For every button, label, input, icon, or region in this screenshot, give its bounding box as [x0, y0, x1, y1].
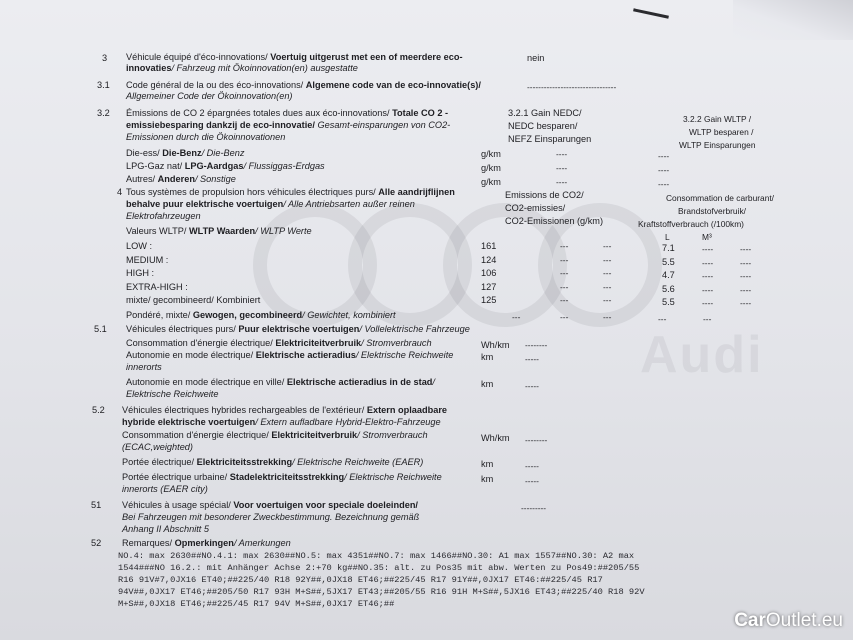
- unit: Wh/km: [481, 340, 510, 350]
- fuel-unit: g/km: [481, 177, 501, 187]
- sec4-line3: Elektrofahrzeugen: [126, 211, 201, 221]
- fuel-value: ----: [556, 177, 568, 187]
- row31-line2: Allgemeiner Code der Ökoinnovation(en): [126, 91, 293, 101]
- wltp-label: MEDIUM :: [126, 255, 169, 265]
- wltp-dash: ---: [560, 268, 569, 278]
- sec52-row: Portée électrique urbaine/ Stadelektriciteitsstrekking/ Elektrische Reichweite: [122, 472, 442, 482]
- wltp-dash: ---: [560, 241, 569, 251]
- value: -----: [525, 381, 539, 391]
- row-number: 5.1: [94, 324, 107, 334]
- wltp-label: mixte/ gecombineerd/ Kombiniert: [126, 295, 261, 305]
- wltp-dash: ----: [740, 271, 752, 281]
- wltp-litres: 5.5: [662, 297, 675, 307]
- sec51b-line2: Bei Fahrzeugen mit besonderer Zweckbestimmung. Bezeichnung gemäß: [122, 512, 420, 522]
- wltp-dash: ---: [603, 268, 612, 278]
- value: --------: [525, 435, 548, 445]
- gain-nedc-heading: NEDC besparen/: [508, 121, 578, 131]
- wltp-litres: 5.5: [662, 257, 675, 267]
- gain-nedc-heading: 3.2.1 Gain NEDC/: [508, 108, 582, 118]
- consumption-unit-l: L: [665, 232, 670, 242]
- wltp-dash: ----: [740, 258, 752, 268]
- weighted-value: ---: [603, 312, 612, 322]
- row3-value: nein: [527, 53, 545, 63]
- paper-fold: [733, 0, 853, 40]
- wltp-dash: ---: [560, 282, 569, 292]
- sec52-line2: hybride elektrische voertuigen/ Extern aufladbare Hybrid-Elektro-Fahrzeuge: [122, 417, 441, 427]
- co2-heading: CO2-Emissionen (g/km): [505, 216, 604, 226]
- value: --------: [525, 340, 548, 350]
- wltp-dash: ---: [560, 295, 569, 305]
- sec52-row: Portée électrique/ Elektriciteitsstrekking/ Elektrische Reichweite (EAER): [122, 457, 424, 467]
- wltp-dash: ----: [740, 298, 752, 308]
- wltp-label: HIGH :: [126, 268, 155, 278]
- remarks-line: 94V##,0JX17 ET46;##205/50 R17 93H M+S##,5JX17 ET43;##205/55 R16 91H M+S##,5JX16 ET43;##225/40 R18 92V: [118, 587, 645, 597]
- row-number: 51: [91, 500, 102, 510]
- gain-nedc-heading: NEFZ Einsparungen: [508, 134, 592, 144]
- gain-wltp-heading: 3.2.2 Gain WLTP /: [683, 114, 752, 124]
- consumption-unit-m3: M³: [702, 232, 712, 242]
- row-number: 52: [91, 538, 102, 548]
- sec51-row-cont: innerorts: [126, 362, 162, 372]
- row32-line2: emissiebesparing dankzij de eco-innovatie/ Gesamt-einsparungen von CO2-: [126, 120, 451, 130]
- fuel-value: ----: [556, 163, 568, 173]
- sec4-line1: Tous systèmes de propulsion hors véhicules électriques purs/ Alle aandrijflijnen: [126, 187, 455, 197]
- row-number: 5.2: [92, 405, 105, 415]
- sec4-line4: Valeurs WLTP/ WLTP Waarden/ WLTP Werte: [126, 226, 312, 236]
- wltp-dash: ---: [560, 255, 569, 265]
- gain-wltp-heading: WLTP besparen /: [689, 127, 754, 137]
- fuel-value: ----: [658, 179, 670, 189]
- row31-line1: Code général de la ou des éco-innovations/ Algemene code van de eco-innovatie(s)/: [126, 80, 481, 90]
- row3-line2: innovaties/ Fahrzeug mit Ökoinnovation(en) ausgestatte: [126, 63, 358, 73]
- sec4-line2: behalve puur elektrische voertuigen/ Alle Antriebsarten außer reinen: [126, 199, 415, 209]
- wltp-dash: ----: [702, 258, 714, 268]
- wltp-litres: 7.1: [662, 243, 675, 253]
- sec51-title: Véhicules électriques purs/ Puur elektrische voertuigen/ Vollelektrische Fahrzeuge: [126, 324, 470, 334]
- value: ---------: [521, 503, 547, 513]
- wltp-dash: ---: [603, 282, 612, 292]
- unit: Wh/km: [481, 433, 510, 443]
- remarks-line: NO.4: max 2630##NO.4.1: max 2630##NO.5: max 4351##NO.7: max 1466##NO.30: A1 max 1557##NO.30: A2 max: [118, 551, 635, 561]
- weighted-value: ---: [703, 314, 712, 324]
- wltp-co2: 106: [481, 268, 497, 278]
- sec52-row-cont: innerorts (EAER city): [122, 484, 208, 494]
- fuel-row: LPG-Gaz nat/ LPG-Aardgas/ Flussiggas-Erdgas: [126, 161, 325, 171]
- gain-wltp-heading: WLTP Einsparungen: [679, 140, 756, 150]
- consumption-heading: Brandstofverbruik/: [678, 206, 746, 216]
- wltp-litres: 5.6: [662, 284, 675, 294]
- row32-line3: Emissionen durch die Ökoinnovationen: [126, 132, 286, 142]
- wltp-co2: 124: [481, 255, 497, 265]
- row-number: 3.1: [97, 80, 110, 90]
- row-number: 3: [102, 53, 108, 63]
- wltp-dash: ---: [603, 295, 612, 305]
- caroutlet-watermark: CarOutlet.eu: [734, 610, 843, 631]
- row3-line1: Véhicule équipé d'éco-innovations/ Voertuig uitgerust met een of meerdere eco-: [126, 52, 463, 62]
- row32-line1: Émissions de CO 2 épargnées totales dues aux éco-innovations/ Totale CO 2 -: [126, 108, 449, 118]
- remarks-line: 1544###NO 16.2.: mit Anhänger Achse 2:+70 kg##NO.35: alt. zu Pos35 mit abw. Werten zu Pos49:##205/55: [118, 563, 640, 573]
- remarks-line: M+S##,0JX18 ET46;##225/45 R17 94V M+S##,0JX17 ET46;##: [118, 599, 395, 609]
- remarks-line: R16 91V#7,0JX16 ET40;##225/40 R18 92Y##,0JX18 ET46;##225/45 R17 91Y##,0JX17 ET46:##225/45 R17: [118, 575, 603, 585]
- unit: km: [481, 379, 494, 389]
- sec52-row: Consommation d'énergie électrique/ Elektriciteitverbruik/ Stromverbrauch: [122, 430, 428, 440]
- row-number: 3.2: [97, 108, 110, 118]
- sec51-row: Autonomie en mode électrique/ Elektrische actieradius/ Elektrische Reichweite: [126, 350, 454, 360]
- fuel-row: Autres/ Anderen/ Sonstige: [126, 174, 236, 184]
- row31-value: --------------------------------: [527, 82, 617, 92]
- wltp-label: LOW :: [126, 241, 153, 251]
- wltp-co2: 125: [481, 295, 497, 305]
- fuel-row: Die-ess/ Die-Benz/ Die-Benz: [126, 148, 245, 158]
- pen-mark: [633, 8, 669, 18]
- unit: km: [481, 352, 494, 362]
- fuel-value: ----: [556, 149, 568, 159]
- wltp-co2: 127: [481, 282, 497, 292]
- wltp-dash: ----: [702, 285, 714, 295]
- sec51-row: Autonomie en mode électrique en ville/ Elektrische actieradius in de stad/: [126, 377, 435, 387]
- sec52-row-cont: (ECAC,weighted): [122, 442, 193, 452]
- fuel-value: ----: [658, 165, 670, 175]
- weighted-value: ---: [560, 312, 569, 322]
- wltp-dash: ----: [702, 271, 714, 281]
- wltp-dash: ---: [603, 241, 612, 251]
- consumption-heading: Kraftstoffverbrauch (/100km): [638, 219, 744, 229]
- value: -----: [525, 461, 539, 471]
- fuel-unit: g/km: [481, 163, 501, 173]
- wltp-litres: 4.7: [662, 270, 675, 280]
- sec51b-line1: Véhicules à usage spécial/ Voor voertuigen voor speciale doeleinden/: [122, 500, 418, 510]
- unit: km: [481, 474, 494, 484]
- wltp-dash: ----: [740, 285, 752, 295]
- sec52b-title: Remarques/ Opmerkingen/ Amerkungen: [122, 538, 291, 548]
- fuel-unit: g/km: [481, 149, 501, 159]
- row-number: 4: [117, 187, 123, 197]
- wltp-label: EXTRA-HIGH :: [126, 282, 188, 292]
- unit: km: [481, 459, 494, 469]
- sec51-row: Consommation d'énergie électrique/ Elektriciteitverbruik/ Stromverbrauch: [126, 338, 432, 348]
- sec51-row-cont: Elektrische Reichweite: [126, 389, 219, 399]
- consumption-heading: Consommation de carburant/: [666, 193, 774, 203]
- value: -----: [525, 354, 539, 364]
- wltp-co2: 161: [481, 241, 497, 251]
- fuel-value: ----: [658, 151, 670, 161]
- weighted-value: ---: [512, 312, 521, 322]
- audi-wordmark: Audi: [640, 326, 764, 384]
- sec52-line1: Véhicules électriques hybrides rechargeables de l'extérieur/ Extern oplaadbare: [122, 405, 448, 415]
- wltp-dash: ---: [603, 255, 612, 265]
- wltp-dash: ----: [702, 298, 714, 308]
- wltp-dash: ----: [702, 244, 714, 254]
- co2-heading: Emissions de CO2/: [505, 190, 584, 200]
- wltp-dash: ----: [740, 244, 752, 254]
- co2-heading: CO2-emissies/: [505, 203, 566, 213]
- weighted-value: ---: [658, 314, 667, 324]
- value: -----: [525, 476, 539, 486]
- sec51b-line3: Anhang II Abschnitt 5: [122, 524, 209, 534]
- weighted-row: Pondéré, mixte/ Gewogen, gecombineerd/ Gewichtet, kombiniert: [126, 310, 396, 320]
